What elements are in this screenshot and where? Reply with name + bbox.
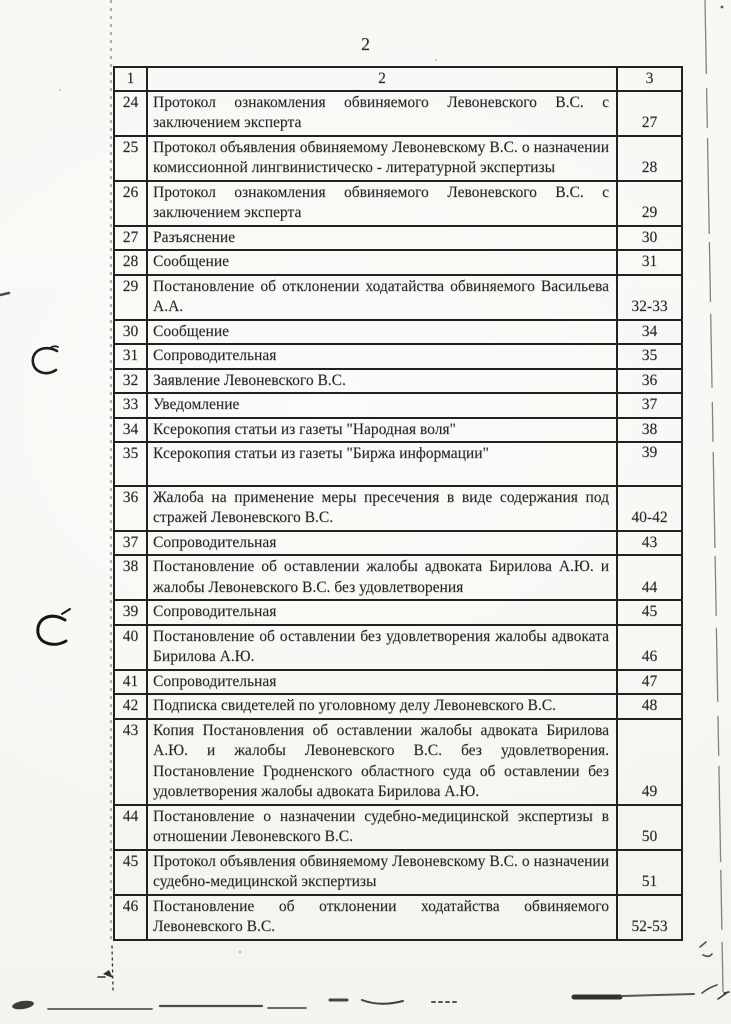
- handwritten-curve-mark-lower: [38, 609, 70, 644]
- row-number: 35: [114, 442, 147, 486]
- table-row: [114, 250, 682, 275]
- table-row: [114, 719, 682, 805]
- table-row: [114, 694, 682, 719]
- table-row: [114, 670, 682, 695]
- row-pages: 31: [617, 250, 682, 275]
- row-title: Жалоба на применение меры пресечения в виде содержания под стражей Левоневского В.С.: [147, 486, 617, 531]
- row-pages: 45: [617, 600, 682, 625]
- row-pages: 49: [617, 719, 682, 805]
- row-pages: 32-33: [617, 275, 682, 320]
- row-pages: 30: [617, 226, 682, 251]
- row-number: 38: [114, 555, 147, 600]
- document-inventory-table: [113, 66, 683, 941]
- row-title: Ксерокопия статьи из газеты "Народная воля": [147, 418, 617, 443]
- row-title: Ксерокопия статьи из газеты "Биржа информации": [147, 442, 617, 486]
- row-title: Постановление о назначении судебно-медицинской экспертизы в отношении Левоневского В.С.: [147, 805, 617, 850]
- table-header-row: [114, 67, 682, 91]
- column-header-2: 2: [147, 67, 617, 91]
- row-pages: 44: [617, 555, 682, 600]
- row-title: Разъяснение: [147, 226, 617, 251]
- table-row: [114, 418, 682, 443]
- table-row: [114, 393, 682, 418]
- row-number: 36: [114, 486, 147, 531]
- row-number: 42: [114, 694, 147, 719]
- row-title: Сообщение: [147, 250, 617, 275]
- row-number: 39: [114, 600, 147, 625]
- table-row: [114, 226, 682, 251]
- table-row: [114, 625, 682, 670]
- table-row: [114, 275, 682, 320]
- row-number: 37: [114, 531, 147, 556]
- row-number: 27: [114, 226, 147, 251]
- row-number: 32: [114, 369, 147, 394]
- row-number: 25: [114, 136, 147, 181]
- table-row: [114, 850, 682, 895]
- row-pages: 34: [617, 320, 682, 345]
- row-title: Сопроводительная: [147, 531, 617, 556]
- row-number: 24: [114, 91, 147, 136]
- row-title: Протокол ознакомления обвиняемого Левоневского В.С. с заключением эксперта: [147, 91, 617, 136]
- row-number: 30: [114, 320, 147, 345]
- document-table-body: [114, 91, 682, 940]
- row-pages: 28: [617, 136, 682, 181]
- row-number: 26: [114, 181, 147, 226]
- row-number: 46: [114, 895, 147, 940]
- row-pages: 29: [617, 181, 682, 226]
- row-number: 45: [114, 850, 147, 895]
- table-row: [114, 600, 682, 625]
- table-row: [114, 805, 682, 850]
- row-title: Сообщение: [147, 320, 617, 345]
- row-title: Сопроводительная: [147, 600, 617, 625]
- row-number: 29: [114, 275, 147, 320]
- row-number: 34: [114, 418, 147, 443]
- row-title: Протокол объявления обвиняемому Левоневскому В.С. о назначении судебно-медицинской экспертизы: [147, 850, 617, 895]
- row-number: 28: [114, 250, 147, 275]
- row-title: Уведомление: [147, 393, 617, 418]
- table-row: [114, 91, 682, 136]
- row-number: 44: [114, 805, 147, 850]
- row-pages: 47: [617, 670, 682, 695]
- row-title: Сопроводительная: [147, 670, 617, 695]
- table-row: [114, 442, 682, 486]
- row-title: Подписка свидетелей по уголовному делу Левоневского В.С.: [147, 694, 617, 719]
- row-pages: 37: [617, 393, 682, 418]
- row-number: 31: [114, 344, 147, 369]
- table-row: [114, 181, 682, 226]
- column-header-3: 3: [617, 67, 682, 91]
- row-pages: 48: [617, 694, 682, 719]
- row-pages: 50: [617, 805, 682, 850]
- table-row: [114, 555, 682, 600]
- row-pages: 46: [617, 625, 682, 670]
- row-title: Копия Постановления об оставлении жалобы адвоката Бирилова А.Ю. и жалобы Левоневского В.С. без удовлетворения. Постановление Гродненского областного суда об оставлении без удовлетворения жалобы адвоката Бирилова А.Ю.: [147, 719, 617, 805]
- row-number: 33: [114, 393, 147, 418]
- table-row: [114, 369, 682, 394]
- row-pages: 39: [617, 442, 682, 486]
- row-title: Сопроводительная: [147, 344, 617, 369]
- row-pages: 43: [617, 531, 682, 556]
- page-number: 2: [361, 34, 370, 54]
- margin-dash-mark: [0, 293, 9, 295]
- row-pages: 38: [617, 418, 682, 443]
- row-title: Постановление об отклонении ходатайства обвиняемого Васильева А.А.: [147, 275, 617, 320]
- row-number: 40: [114, 625, 147, 670]
- row-pages: 35: [617, 344, 682, 369]
- table-row: [114, 895, 682, 940]
- column-header-1: 1: [114, 67, 147, 91]
- row-number: 41: [114, 670, 147, 695]
- row-pages: 51: [617, 850, 682, 895]
- row-title: Постановление об оставлении жалобы адвоката Бирилова А.Ю. и жалобы Левоневского В.С. без удовлетворения: [147, 555, 617, 600]
- row-title: Протокол ознакомления обвиняемого Левоневского В.С. с заключением эксперта: [147, 181, 617, 226]
- table-row: [114, 320, 682, 345]
- row-pages: 52-53: [617, 895, 682, 940]
- row-title: Протокол объявления обвиняемому Левоневскому В.С. о назначении комиссионной лингвинистическо - литературной экспертизы: [147, 136, 617, 181]
- handwritten-curve-mark-upper: [33, 346, 58, 373]
- left-page-edge-line: [110, 0, 112, 944]
- row-number: 43: [114, 719, 147, 805]
- right-page-edge-line: [705, 0, 723, 992]
- row-title: Заявление Левоневского В.С.: [147, 369, 617, 394]
- row-title: Постановление об оставлении без удовлетворения жалобы адвоката Бирилова А.Ю.: [147, 625, 617, 670]
- row-pages: 40-42: [617, 486, 682, 531]
- bottom-left-pen-tick: [98, 946, 113, 990]
- table-row: [114, 136, 682, 181]
- table-row: [114, 531, 682, 556]
- row-pages: 27: [617, 91, 682, 136]
- table-row: [114, 486, 682, 531]
- row-title: Постановление об отклонении ходатайства обвиняемого Левоневского В.С.: [147, 895, 617, 940]
- table-row: [114, 344, 682, 369]
- table-header: [114, 67, 682, 91]
- row-pages: 36: [617, 369, 682, 394]
